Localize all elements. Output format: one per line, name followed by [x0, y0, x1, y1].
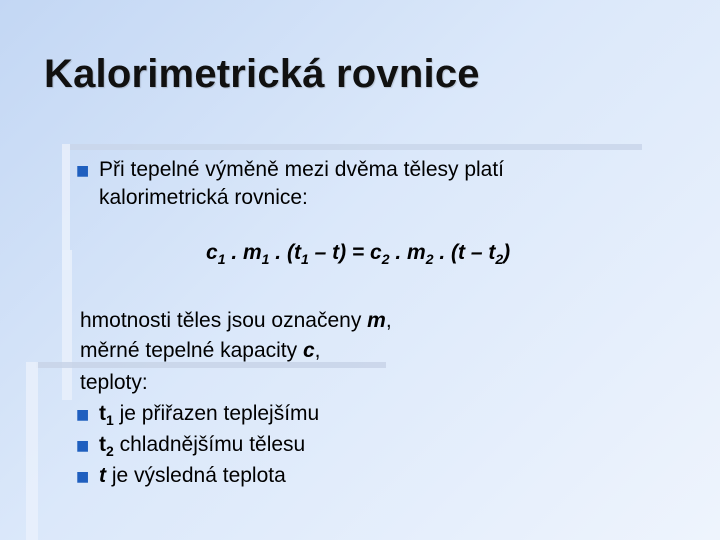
t2-line: $t_2$ chladnějšímu tělesu — [99, 433, 306, 460]
temperatures-line: teploty: — [80, 371, 148, 394]
decorative-bar — [62, 144, 642, 150]
heat-capacity-line: měrné tepelné kapacity c, — [80, 339, 321, 362]
square-bullet-icon: ■ — [76, 469, 90, 485]
t1-line: $t_1$ je přiřazen teplejšímu — [99, 402, 320, 429]
intro-line-1: Při tepelné výměně mezi dvěma tělesy platí — [99, 158, 505, 181]
calorimetric-equation: $c_1$ . $m_1$ . $(t_1 - t) = c_2$ . $m_2$ . $(t - t_2)$ — [206, 241, 511, 268]
decorative-bar — [62, 250, 72, 400]
square-bullet-icon: ■ — [76, 438, 90, 454]
square-bullet-icon: ■ — [76, 407, 90, 423]
decorative-bar — [26, 362, 38, 540]
t-line: t je výsledná teplota — [99, 464, 286, 487]
slide-title: Kalorimetrická rovnice — [44, 52, 480, 96]
mass-line: hmotnosti těles jsou označeny m, — [80, 309, 392, 332]
square-bullet-icon: ■ — [76, 163, 90, 179]
intro-line-2: kalorimetrická rovnice: — [99, 186, 308, 209]
